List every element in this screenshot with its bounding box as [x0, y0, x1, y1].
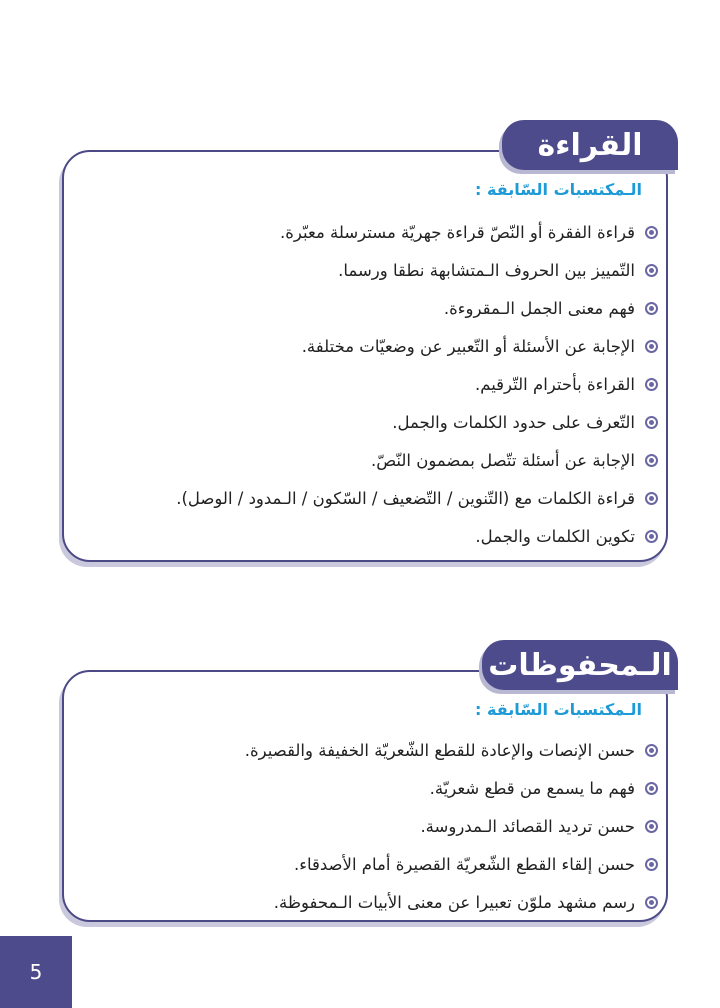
- bullet-icon: [645, 264, 658, 277]
- list-item-text: التّعرف على حدود الكلمات والجمل.: [392, 412, 635, 432]
- list-item-text: الإجابة عن الأسئلة أو التّعبير عن وضعيّات مختلفة.: [301, 336, 635, 356]
- reading-title: القراءة: [502, 120, 678, 170]
- list-item-text: فهم معنى الجمل الـمقروءة.: [443, 298, 635, 318]
- list-item-text: حسن إلقاء القطع الشّعريّة القصيرة أمام الأصدقاء.: [293, 854, 635, 874]
- list-item: [78, 517, 658, 555]
- bullet-icon: [645, 454, 658, 467]
- list-item-text: الإجابة عن أسئلة تتّصل بمضمون النّصّ.: [370, 450, 635, 470]
- list-item-text: رسم مشهد ملوّن تعبيرا عن معنى الأبيات الـمحفوظة.: [273, 892, 635, 912]
- list-item: [78, 365, 658, 403]
- bullet-icon: [645, 226, 658, 239]
- list-item: [78, 807, 658, 845]
- list-item: [78, 845, 658, 883]
- memorized-subheading: الـمكتسبات السّابقة :: [475, 700, 642, 719]
- list-item: [78, 251, 658, 289]
- list-item-text: تكوين الكلمات والجمل.: [475, 526, 635, 546]
- bullet-icon: [645, 782, 658, 795]
- bullet-icon: [645, 416, 658, 429]
- bullet-icon: [645, 378, 658, 391]
- list-item: [78, 403, 658, 441]
- list-item: [78, 731, 658, 769]
- memorized-title: الـمحفوظات: [482, 640, 678, 690]
- memorized-list: [78, 731, 658, 921]
- list-item-text: قراءة الفقرة أو النّصّ قراءة جهريّة مسترسلة معبّرة.: [280, 222, 635, 242]
- list-item-text: التّمييز بين الحروف الـمتشابهة نطقا ورسما.: [338, 260, 635, 280]
- list-item-text: حسن ترديد القصائد الـمدروسة.: [420, 816, 635, 836]
- reading-subheading: الـمكتسبات السّابقة :: [475, 180, 642, 199]
- list-item: [78, 213, 658, 251]
- list-item: [78, 327, 658, 365]
- list-item-text: حسن الإنصات والإعادة للقطع الشّعريّة الخفيفة والقصيرة.: [244, 740, 635, 760]
- bullet-icon: [645, 858, 658, 871]
- list-item-text: فهم ما يسمع من قطع شعريّة.: [429, 778, 635, 798]
- bullet-icon: [645, 744, 658, 757]
- bullet-icon: [645, 530, 658, 543]
- reading-list: [78, 213, 658, 555]
- list-item-text: القراءة بأحترام التّرقيم.: [474, 374, 635, 394]
- bullet-icon: [645, 820, 658, 833]
- list-item: [78, 769, 658, 807]
- page-number: 5: [0, 936, 72, 1008]
- bullet-icon: [645, 896, 658, 909]
- list-item-text: قراءة الكلمات مع (التّنوين / التّضعيف / السّكون / الـمدود / الوصل).: [176, 488, 635, 508]
- list-item: [78, 289, 658, 327]
- list-item: [78, 441, 658, 479]
- list-item: [78, 479, 658, 517]
- bullet-icon: [645, 492, 658, 505]
- bullet-icon: [645, 302, 658, 315]
- list-item: [78, 883, 658, 921]
- bullet-icon: [645, 340, 658, 353]
